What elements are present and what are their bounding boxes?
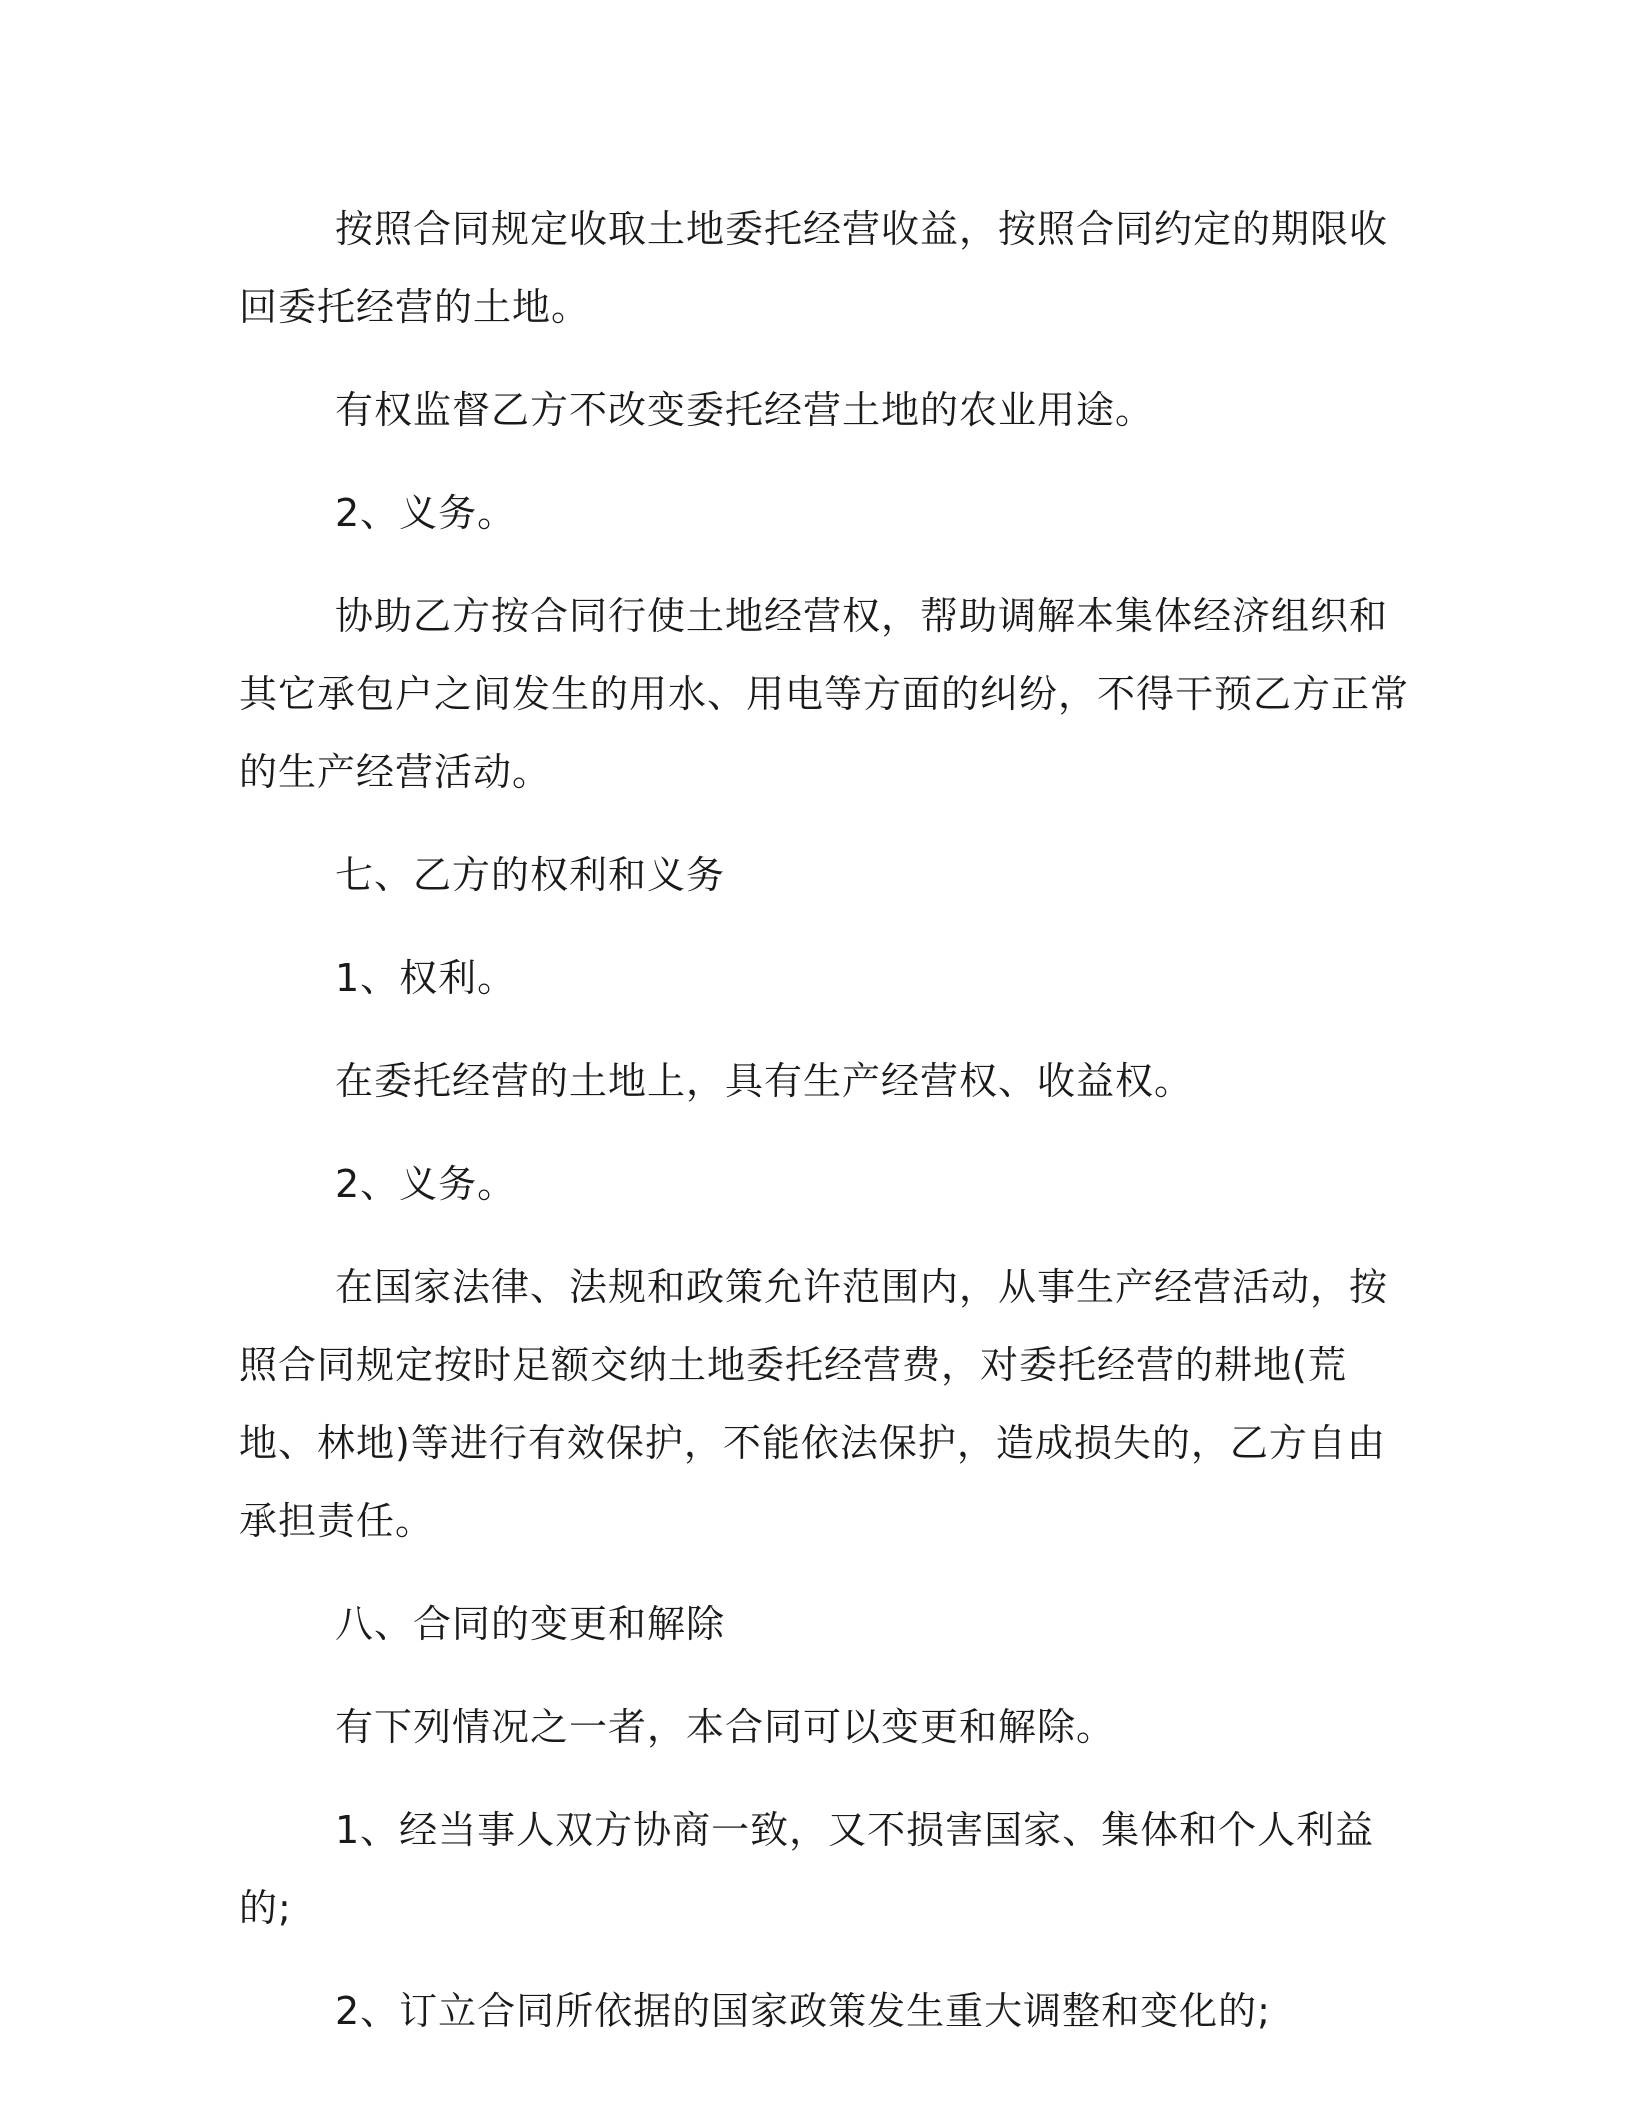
document-body <box>239 190 1419 2075</box>
paragraph-change-conditions: 有下列情况之一者，本合同可以变更和解除。 <box>335 1705 1116 1749</box>
paragraph-party-b-rights-heading: 1、权利。 <box>335 956 517 1000</box>
list-item-policy-change: 2、订立合同所依据的国家政策发生重大调整和变化的; <box>335 1989 1271 2033</box>
paragraph-supervise-use: 有权监督乙方不改变委托经营土地的农业用途。 <box>335 388 1155 432</box>
paragraph-assist-party-b: 协助乙方按合同行使土地经营权，帮助调解本集体经济组织和其它承包户之间发生的用水、用电等方面的纠纷，不得干预乙方正常的生产经营活动。 <box>239 594 1410 794</box>
paragraph-party-b-obligations-heading: 2、义务。 <box>335 1162 517 1206</box>
paragraph-party-a-obligations-heading: 2、义务。 <box>335 491 517 535</box>
section-heading-contract-change: 八、合同的变更和解除 <box>335 1602 726 1646</box>
list-item-mutual-agreement: 1、经当事人双方协商一致，又不损害国家、集体和个人利益的; <box>239 1808 1375 1930</box>
section-heading-party-b-rights: 七、乙方的权利和义务 <box>335 853 726 897</box>
paragraph-production-rights: 在委托经营的土地上，具有生产经营权、收益权。 <box>335 1059 1194 1103</box>
paragraph-lawful-operation: 在国家法律、法规和政策允许范围内，从事生产经营活动，按照合同规定按时足额交纳土地委托经营费，对委托经营的耕地(荒地、林地)等进行有效保护，不能依法保护，造成损失的，乙方自由承担责任。 <box>239 1265 1389 1543</box>
paragraph-collect-income: 按照合同规定收取土地委托经营收益，按照合同约定的期限收回委托经营的土地。 <box>239 207 1389 329</box>
